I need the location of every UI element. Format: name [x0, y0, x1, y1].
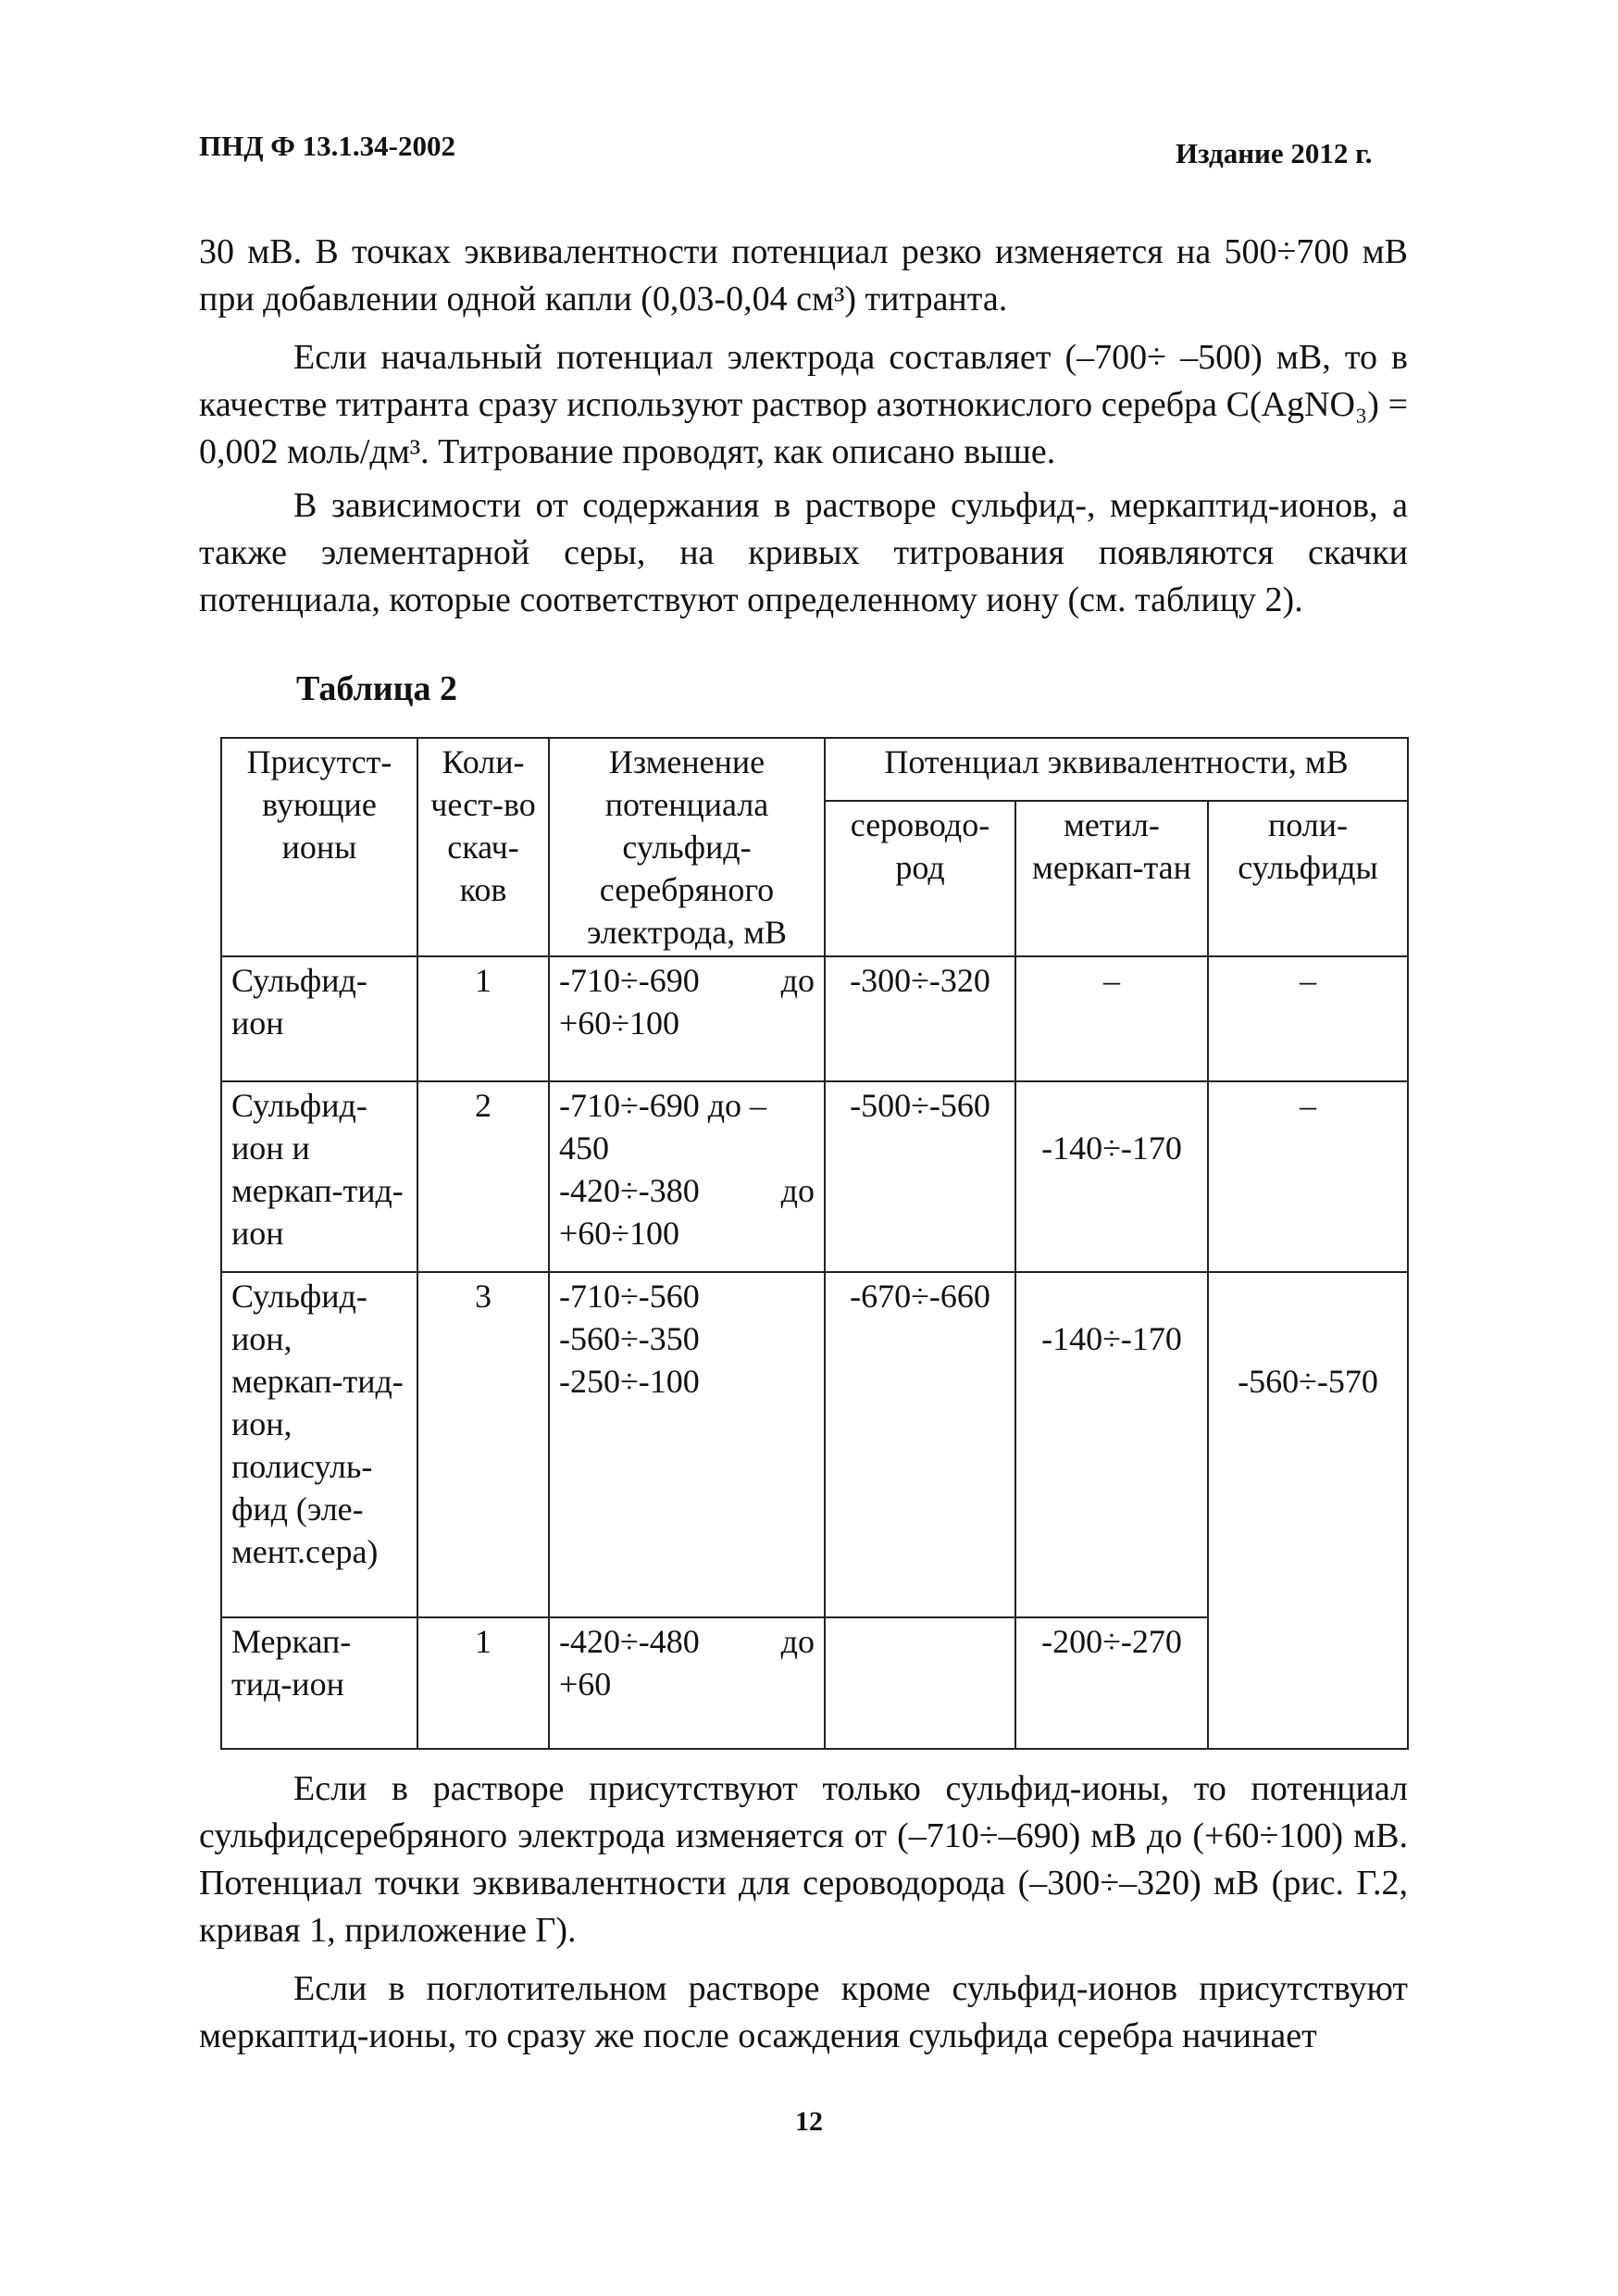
outro-paragraph-1: Если в растворе присутствуют только сульфид-ионы, то потенциал сульфидсеребряного электрода изменяется от (–710÷–690) мВ до (+60÷100) мВ. Потенциал точки эквивалентности для сероводорода (–300÷–320) мВ (рис. Г.2, кривая 1, приложение Г). [199, 1769, 1408, 1950]
header-count: Коли-чест-во скач-ков [417, 738, 549, 956]
change-line: -420÷-480 до [559, 1623, 815, 1660]
cell-count: 3 [417, 1272, 549, 1617]
cell-h2s [825, 1617, 1015, 1749]
header-ions: Присутст-вующие ионы [221, 738, 417, 956]
change-line: -250÷-100 [559, 1363, 700, 1400]
cell-count: 1 [417, 956, 549, 1081]
cell-methyl: -140÷-170 [1015, 1081, 1208, 1272]
table-row [221, 956, 1408, 1081]
change-line: +60÷100 [559, 1004, 680, 1042]
cell-change [549, 1272, 825, 1617]
cell-poly: -560÷-570 [1208, 1272, 1408, 1749]
change-line: -710÷-560 [559, 1278, 700, 1315]
page-number: 12 [795, 2106, 823, 2137]
change-line: -710÷-690 до –450 [559, 1087, 767, 1167]
change-line: +60 [559, 1666, 612, 1703]
change-line: -710÷-690 до [559, 962, 815, 999]
header-polysulfides: поли-сульфиды [1208, 801, 1408, 956]
cell-ions: Меркап-тид-ион [221, 1617, 417, 1749]
cell-poly: – [1208, 956, 1408, 1081]
cell-ions: Сульфид-ион и меркап-тид-ион [221, 1081, 417, 1272]
intro-paragraph-2: Если начальный потенциал электрода составляет (–700÷ –500) мВ, то в качестве титранта сразу используют раствор азотнокислого серебра C(AgNO₃) = 0,002 моль/дм³. Титрование проводят, как описано выше. [199, 338, 1408, 471]
change-line: -560÷-350 [559, 1320, 700, 1357]
table-caption: Таблица 2 [296, 669, 458, 708]
table-row [221, 1081, 1408, 1272]
cell-count: 1 [417, 1617, 549, 1749]
change-line: -420÷-380 до [559, 1172, 815, 1209]
header-hydrogen-sulfide: сероводо-род [825, 801, 1015, 956]
header-equivalence: Потенциал эквивалентности, мВ [825, 738, 1408, 801]
cell-methyl: – [1015, 956, 1208, 1081]
change-line: +60÷100 [559, 1215, 680, 1252]
cell-h2s: -500÷-560 [825, 1081, 1015, 1272]
doc-code: ПНД Ф 13.1.34-2002 [199, 130, 456, 162]
cell-change [549, 1081, 825, 1272]
table-row [221, 1272, 1408, 1617]
header-methyl-mercaptan: метил-меркап-тан [1015, 801, 1208, 956]
cell-change [549, 1617, 825, 1749]
cell-change [549, 956, 825, 1081]
cell-ions: Сульфид-ион [221, 956, 417, 1081]
cell-methyl: -200÷-270 [1015, 1617, 1208, 1749]
ions-table [220, 737, 1409, 1750]
edition-label: Издание 2012 г. [1176, 137, 1373, 169]
header-change: Изменение потенциала сульфид-серебряного электрода, мВ [549, 738, 825, 956]
cell-h2s: -670÷-660 [825, 1272, 1015, 1617]
intro-paragraph-3: В зависимости от содержания в растворе сульфид-, меркаптид-ионов, а также элементарной серы, на кривых титрования появляются скачки потенциала, которые соответствуют определенному иону (см. таблицу 2). [199, 486, 1408, 619]
cell-poly: – [1208, 1081, 1408, 1272]
outro-paragraph-2: Если в поглотительном растворе кроме сульфид-ионов присутствуют меркаптид-ионы, то сразу же после осаждения сульфида серебра начинает [199, 1969, 1408, 2055]
cell-h2s: -300÷-320 [825, 956, 1015, 1081]
cell-count: 2 [417, 1081, 549, 1272]
cell-ions: Сульфид-ион, меркап-тид-ион, полисуль-фид (эле-мент.сера) [221, 1272, 417, 1617]
cell-methyl: -140÷-170 [1015, 1272, 1208, 1617]
intro-paragraph-1: 30 мВ. В точках эквивалентности потенциал резко изменяется на 500÷700 мВ при добавлении одной капли (0,03-0,04 см³) титранта. [199, 232, 1408, 318]
